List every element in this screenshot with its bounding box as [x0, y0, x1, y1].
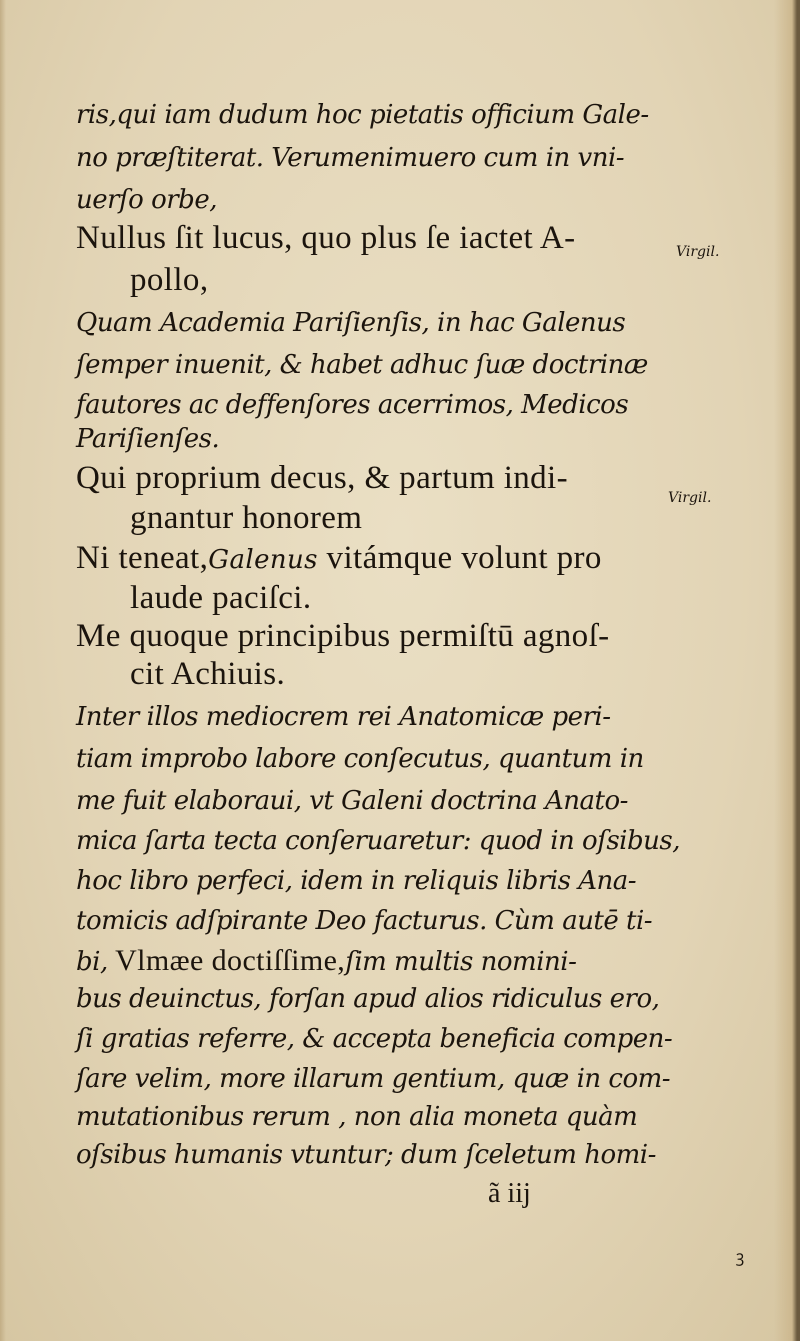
- text-line: [76, 944, 576, 978]
- text-line: me fuit elaboraui, vt Galeni doctrina Anato-: [76, 786, 628, 816]
- signature-mark: ã iij: [488, 1178, 531, 1209]
- text-line: Pariſienſes.: [76, 424, 220, 454]
- verse-line: cit Achiuis.: [130, 656, 286, 692]
- text-line: Inter illos mediocrem rei Anatomicæ peri-: [76, 702, 611, 732]
- text-line: uerſo orbe,: [76, 185, 217, 215]
- inline-roman: Vlmæe doctiſſime,: [107, 944, 346, 977]
- verse-line: pollo,: [130, 262, 209, 298]
- verse-line: Me quoque principibus permiſtū agnoſ-: [76, 618, 610, 654]
- verse-line: Nullus ſit lucus, quo plus ſe iactet A-: [76, 220, 576, 256]
- margin-note: Virgil.: [676, 244, 720, 260]
- text-line: ris,qui iam dudum hoc pietatis officium Gale-: [76, 100, 649, 130]
- text-line: ſare velim, more illarum gentium, quæ in com-: [76, 1064, 671, 1094]
- text-segment: bi,: [76, 947, 108, 977]
- text-line: ſemper inuenit, & habet adhuc ſuæ doctrinæ: [76, 350, 648, 380]
- text-line: mica ſarta tecta conſeruaretur: quod in oſsibus,: [76, 826, 680, 856]
- text-line: fautores ac deffenſores acerrimos, Medicos: [76, 390, 629, 420]
- verse-line: laude paciſci.: [130, 580, 312, 616]
- inline-name: Galenus: [208, 545, 318, 575]
- text-line: hoc libro perfeci, idem in reliquis libris Ana-: [76, 866, 637, 896]
- text-line: oſsibus humanis vtuntur; dum ſceletum homi-: [76, 1140, 656, 1170]
- margin-note: Virgil.: [668, 490, 712, 506]
- text-line: no præſtiterat. Verumenimuero cum in vni-: [76, 143, 625, 173]
- page-edge-left: [0, 0, 6, 1341]
- corner-mark: ꝫ: [736, 1247, 745, 1266]
- page-edge-right: [774, 0, 800, 1341]
- text-line: tiam improbo labore conſecutus, quantum in: [76, 744, 644, 774]
- verse-line: Qui proprium decus, & partum indi-: [76, 460, 569, 496]
- text-line: Quam Academia Pariſienſis, in hac Galenus: [76, 308, 626, 338]
- verse-line: gnantur honorem: [130, 500, 363, 536]
- text-line: bus deuinctus, forſan apud alios ridiculus ero,: [76, 984, 660, 1014]
- verse-line: [76, 540, 602, 577]
- text-segment: ſim multis nomini-: [345, 947, 577, 977]
- text-line: mutationibus rerum , non alia moneta quàm: [76, 1102, 638, 1132]
- text-line: ſi gratias referre, & accepta beneficia compen-: [76, 1024, 673, 1054]
- verse-segment: Ni teneat,: [76, 540, 209, 576]
- verse-segment: vitámque volunt pro: [317, 540, 602, 576]
- text-line: tomicis adſpirante Deo facturus. Cùm autē ti-: [76, 906, 653, 936]
